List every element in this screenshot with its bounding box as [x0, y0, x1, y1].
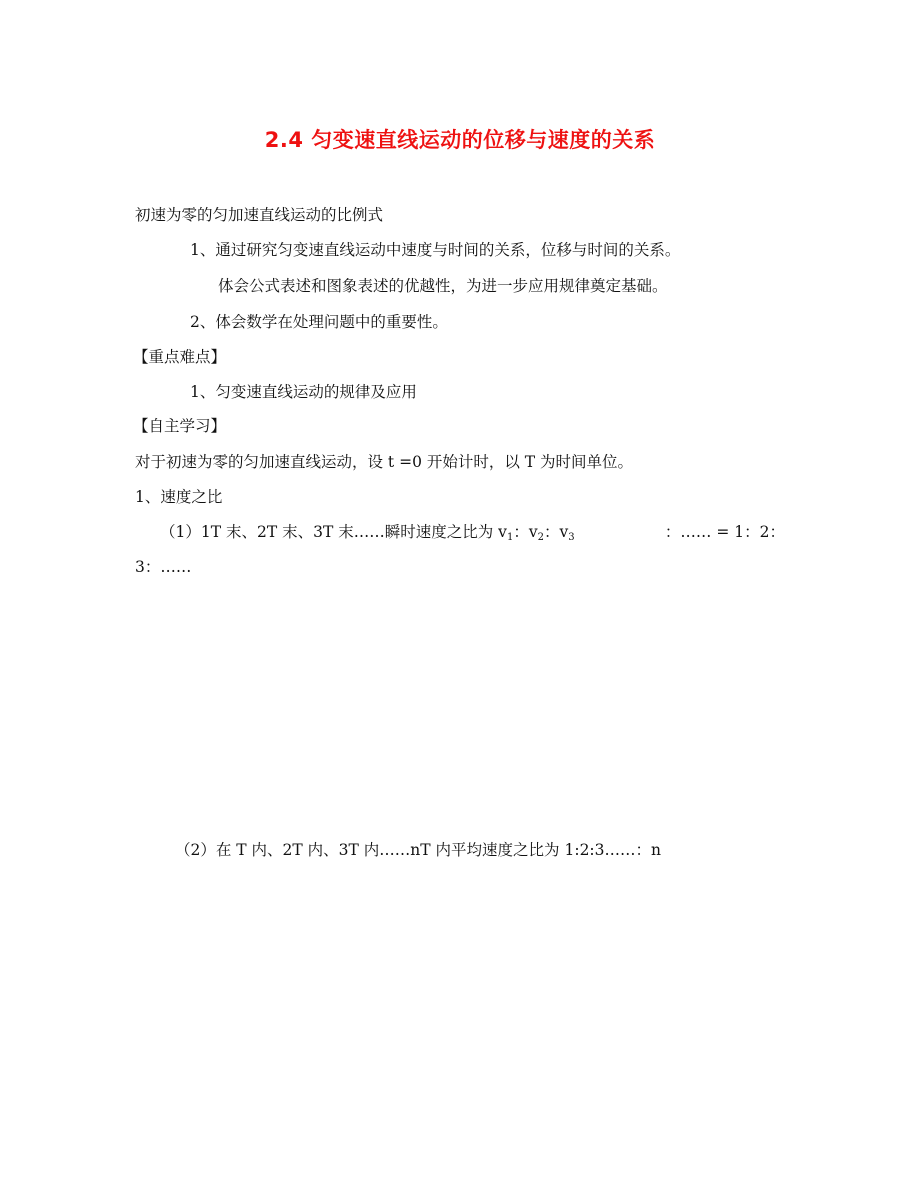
ratio-item-1-continued: 3：……: [135, 558, 192, 576]
intro-text: 初速为零的匀加速直线运动的比例式: [135, 206, 384, 224]
ratio-item-1-text: （1）1T 末、2T 末、3T 末……瞬时速度之比为 $v_1$：$v_2$：$v_3$: [160, 523, 575, 543]
key-points-heading: 【重点难点】: [133, 348, 227, 366]
key-point-item-1: 1、匀变速直线运动的规律及应用: [190, 383, 417, 401]
page-title: 2.4 匀变速直线运动的位移与速度的关系: [264, 128, 656, 152]
section-1-title: 1、速度之比: [135, 488, 223, 506]
premise-text: 对于初速为零的匀加速直线运动，设 t =0 开始计时，以 T 为时间单位。: [135, 453, 634, 471]
ratio-item-2: （2）在 T 内、2T 内、3T 内……nT 内平均速度之比为 1:2:3……：n: [175, 841, 661, 859]
goal-item-2: 2、体会数学在处理问题中的重要性。: [190, 313, 448, 331]
goal-item-1: 1、通过研究匀变速直线运动中速度与时间的关系，位移与时间的关系。: [190, 241, 681, 259]
self-study-heading: 【自主学习】: [133, 417, 227, 435]
ratio-item-1: [160, 522, 785, 542]
ratio-item-1-suffix: ：…… = 1：2：: [664, 523, 785, 541]
goal-item-1-continued: 体会公式表述和图象表述的优越性，为进一步应用规律奠定基础。: [218, 277, 668, 295]
